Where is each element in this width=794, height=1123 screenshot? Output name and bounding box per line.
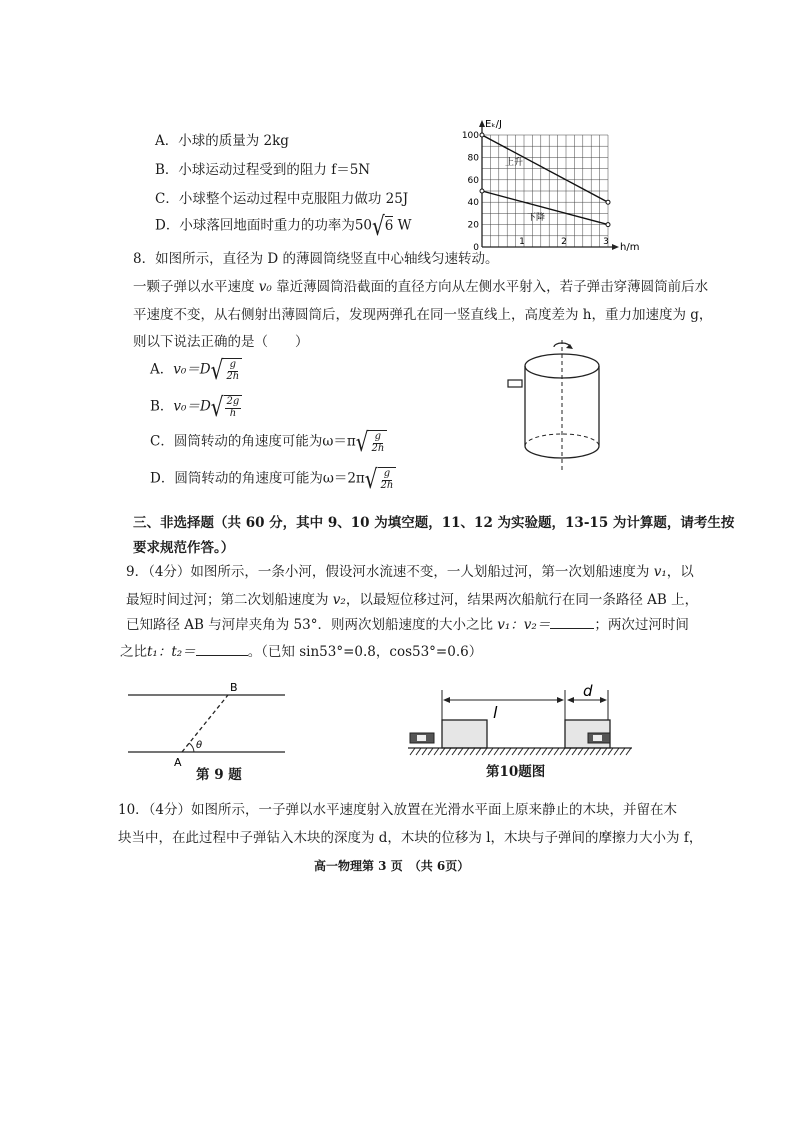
q7-option-d-sqrt: √ 6 xyxy=(372,210,394,242)
q9-v1: v₁ xyxy=(653,564,667,580)
hatch-stroke xyxy=(464,748,469,755)
q8-d-prefix: D．圆筒转动的角速度可能为ω＝2π xyxy=(150,470,365,487)
hatch-stroke xyxy=(530,748,535,755)
y-tick-label: 60 xyxy=(467,175,479,186)
q9-tratio: t₁：t₂＝ xyxy=(147,644,196,660)
hatch-stroke xyxy=(560,748,565,755)
hatch-stroke xyxy=(584,748,589,755)
hatch-stroke xyxy=(506,748,511,755)
data-point xyxy=(606,200,610,204)
q8-line3: 平速度不变，从右侧射出薄圆筒后，发现两弹孔在同一竖直线上，高度差为 h，重力加速度为 g， xyxy=(133,307,713,323)
q8-a-lhs: v₀＝D xyxy=(173,361,211,378)
q7-option-d-unit: W xyxy=(397,217,412,234)
q8-option-b xyxy=(150,391,242,423)
hatch-stroke xyxy=(410,748,415,755)
hatch-stroke xyxy=(602,748,607,755)
hatch-stroke xyxy=(524,748,529,755)
ground-hatch xyxy=(410,748,631,755)
label-down: 下降 xyxy=(527,213,546,223)
q9-line2-b: ，以最短位移过河，结果两次船航行在同一条路径 AB 上， xyxy=(345,592,699,608)
hatch-stroke xyxy=(494,748,499,755)
q9-blank-2[interactable] xyxy=(196,655,248,656)
hatch-stroke xyxy=(566,748,571,755)
q9-figure-label: 第 9 题 xyxy=(196,767,242,783)
q8-option-a xyxy=(150,354,242,386)
hatch-stroke xyxy=(620,748,625,755)
q8-b-sqrt: √ $\frac{2g}{h}$ xyxy=(211,395,243,419)
graph-grid xyxy=(482,135,608,247)
hatch-stroke xyxy=(488,748,493,755)
q8-b-num: 2g xyxy=(226,396,240,407)
angle-theta: θ xyxy=(196,740,203,751)
y-tick-label: 100 xyxy=(461,131,479,141)
bullet-icon xyxy=(508,380,522,387)
q8-b-lhs: v₀＝D xyxy=(173,398,211,415)
q8-c-sqrt: √ $\frac{g}{2h}$ xyxy=(356,430,388,454)
q9-line4-b: 。（已知 sin53°=0.8，cos53°=0.6） xyxy=(247,644,483,660)
q9-line4 xyxy=(120,644,482,662)
hatch-stroke xyxy=(590,748,595,755)
y-tick-label: 40 xyxy=(467,198,479,209)
q8-d-num: g xyxy=(383,468,391,479)
x-tick-label: 2 xyxy=(561,237,567,247)
q8-a-den: 2h xyxy=(226,370,240,382)
hatch-stroke xyxy=(458,748,463,755)
point-a-label: A xyxy=(174,756,182,769)
section3-heading-line1: 三、非选择题（共 60 分，其中 9、10 为填空题，11、12 为实验题，13-15 为计算题，请考生按 xyxy=(133,515,735,531)
q9-v2: v₂ xyxy=(332,592,346,608)
q7-option-d-coef: 50 xyxy=(354,217,373,234)
q9-line2 xyxy=(126,592,698,610)
hatch-stroke xyxy=(416,748,421,755)
hatch-stroke xyxy=(482,748,487,755)
label-l: l xyxy=(493,703,498,722)
q9-blank-1[interactable] xyxy=(550,628,594,629)
q8-cylinder-figure xyxy=(500,336,620,476)
q7-option-d-text: D．小球落回地面时重力的功率为 xyxy=(155,217,355,234)
hatch-stroke xyxy=(428,748,433,755)
q8-d-sqrt: √ $\frac{g}{2h}$ xyxy=(365,467,397,491)
hatch-stroke xyxy=(578,748,583,755)
q8-b-prefix: B． xyxy=(150,398,174,415)
data-point xyxy=(480,189,484,193)
hatch-stroke xyxy=(614,748,619,755)
data-point xyxy=(480,133,484,137)
q7-option-a: A．小球的质量为 2kg xyxy=(155,133,289,149)
q10-block-figure xyxy=(400,682,640,762)
y-tick-label: 20 xyxy=(467,220,479,231)
hatch-stroke xyxy=(512,748,517,755)
hatch-stroke xyxy=(626,748,631,755)
label-d: d xyxy=(583,682,593,700)
q10-line2: 块当中，在此过程中子弹钻入木块的深度为 d，木块的位移为 l，木块与子弹间的摩擦力大小为 f， xyxy=(118,830,703,846)
q8-line2-b: 靠近薄圆筒沿截面的直径方向从左侧水平射入，若子弹击穿薄圆筒前后水 xyxy=(271,279,709,295)
q8-line4: 则以下说法正确的是（ ） xyxy=(133,334,309,350)
q7-option-c: C．小球整个运动过程中克服阻力做功 25J xyxy=(155,191,409,207)
q9-line4-a: 之比 xyxy=(120,644,147,660)
graph-x-axis-label: h/m xyxy=(620,242,640,253)
q7-option-d xyxy=(155,210,412,242)
hatch-stroke xyxy=(608,748,613,755)
hatch-stroke xyxy=(548,748,553,755)
hatch-stroke xyxy=(476,748,481,755)
q8-line2-a: 一颗子弹以水平速度 xyxy=(133,279,259,295)
q9-line3-a: 已知路径 AB 与河岸夹角为 53°．则两次划船速度的大小之比 xyxy=(126,617,498,633)
block-initial xyxy=(442,720,487,748)
q8-v0: v₀ xyxy=(258,279,272,295)
y-tick-label: 80 xyxy=(467,153,479,164)
q9-line2-a: 最短时间过河；第二次划船速度为 xyxy=(126,592,333,608)
q7-ek-h-graph xyxy=(455,115,670,265)
q9-line1-a: 9．（4分）如图所示，一条小河，假设河水流速不变，一人划船过河，第一次划船速度为 xyxy=(126,564,654,580)
q8-a-prefix: A． xyxy=(150,361,174,378)
q8-line2 xyxy=(133,279,708,297)
label-up: 上升 xyxy=(505,158,524,168)
q7-option-d-rad: 6 xyxy=(384,218,394,235)
q8-option-c xyxy=(150,426,387,458)
x-tick-label: 1 xyxy=(519,237,525,247)
graph-y-axis-label: Eₖ/J xyxy=(485,119,502,130)
q8-d-den: 2h xyxy=(380,479,394,491)
q8-c-prefix: C．圆筒转动的角速度可能为ω＝π xyxy=(150,433,356,450)
q9-line1-b: ，以 xyxy=(666,564,694,580)
q9-line3-b: ；两次过河时间 xyxy=(594,617,689,633)
hatch-stroke xyxy=(452,748,457,755)
hatch-stroke xyxy=(434,748,439,755)
angle-arc xyxy=(189,743,194,752)
hatch-stroke xyxy=(542,748,547,755)
q8-line1: 8．如图所示，直径为 D 的薄圆筒绕竖直中心轴线匀速转动。 xyxy=(133,251,499,267)
hatch-stroke xyxy=(536,748,541,755)
q9-ratio: v₁：v₂＝ xyxy=(497,617,551,633)
hatch-stroke xyxy=(554,748,559,755)
y-tick-label: 0 xyxy=(473,243,479,253)
q8-c-den: 2h xyxy=(371,442,385,454)
hatch-stroke xyxy=(446,748,451,755)
hatch-stroke xyxy=(596,748,601,755)
hatch-stroke xyxy=(422,748,427,755)
q8-a-sqrt: √ $\frac{g}{2h}$ xyxy=(211,358,243,382)
q8-c-num: g xyxy=(374,431,382,442)
hatch-stroke xyxy=(470,748,475,755)
point-b-label: B xyxy=(230,681,238,694)
page-footer: 高一物理第 3 页 （共 6页） xyxy=(314,859,470,873)
data-point xyxy=(606,223,610,227)
hatch-stroke xyxy=(572,748,577,755)
q9-line3 xyxy=(126,617,689,635)
x-tick-label: 3 xyxy=(603,237,609,247)
q7-option-b: B．小球运动过程受到的阻力 f＝5N xyxy=(155,162,371,178)
hatch-stroke xyxy=(518,748,523,755)
q8-b-den: h xyxy=(229,407,237,419)
q8-a-num: g xyxy=(229,359,236,370)
q10-line1: 10．（4分）如图所示，一子弹以水平速度射入放置在光滑水平面上原来静止的木块，并留在木 xyxy=(118,802,678,818)
q10-figure-label: 第10题图 xyxy=(486,764,546,780)
hatch-stroke xyxy=(500,748,505,755)
hatch-stroke xyxy=(440,748,445,755)
q9-line1 xyxy=(126,564,694,582)
section3-heading-line2: 要求规范作答。） xyxy=(133,540,235,556)
q8-option-d xyxy=(150,463,396,495)
